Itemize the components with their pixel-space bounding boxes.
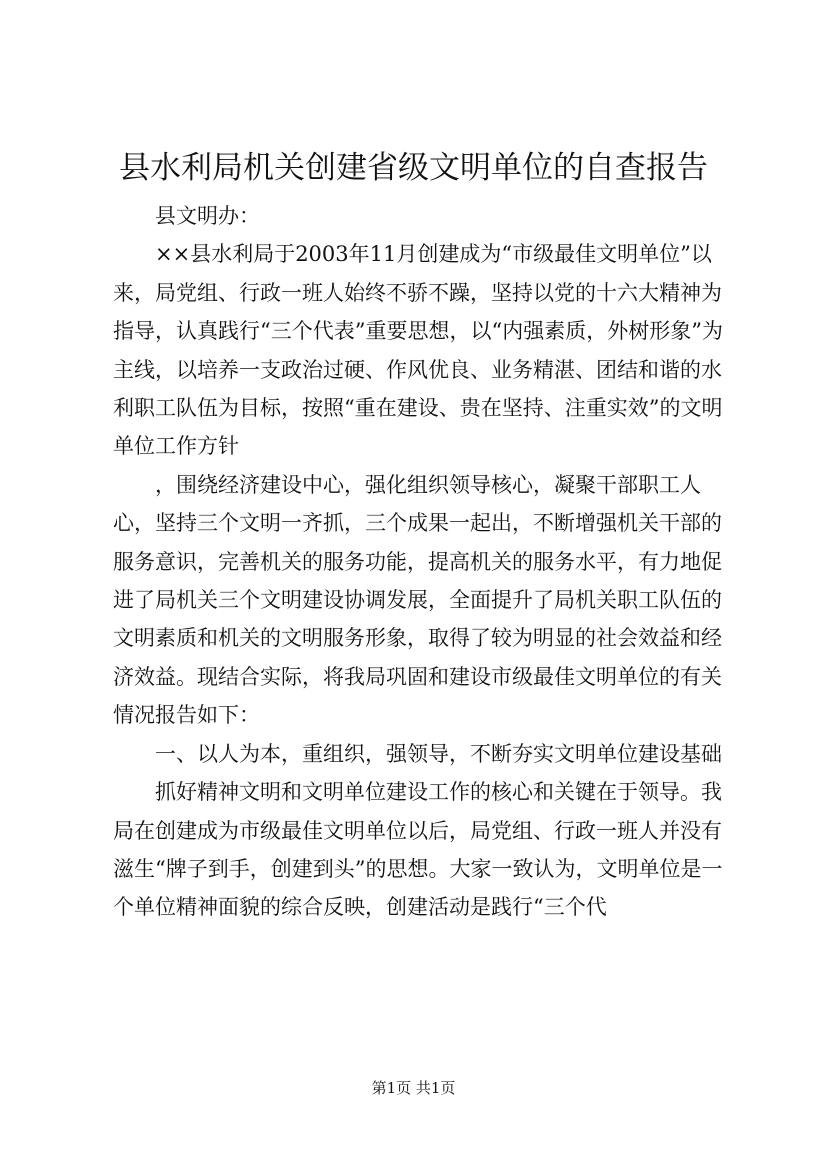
page-number: 第1页 共1页 <box>371 1079 456 1097</box>
document-body <box>113 197 738 927</box>
salutation: 县文明办： <box>155 204 260 228</box>
section-heading-1: 一、以人为本，重组织，强领导，不断夯实文明单位建设基础 <box>155 741 722 766</box>
paragraph-intro: ××县水利局于2003年11月创建成为“市级最佳文明单位”以来，局党组、行政一班人始终不骄不躁，坚持以党的十六大精神为指导，认真践行“三个代表”重要思想，以“内强素质，外树形象”为主线，以培养一支政治过硬、作风优良、业务精湛、团结和谐的水利职工队伍为目标，按照“重在建设、贵在坚持、注重实效”的文明单位工作方针 <box>113 242 723 459</box>
paragraph-section-1: 抓好精神文明和文明单位建设工作的核心和关键在于领导。我局在创建成为市级最佳文明单位以后，局党组、行政一班人并没有滋生“牌子到手，创建到头”的思想。大家一致认为，文明单位是一个单位精神面貌的综合反映，创建活动是践行“三个代 <box>113 780 723 920</box>
document-title: 县水利局机关创建省级文明单位的自查报告 <box>119 150 708 186</box>
paragraph-continuation: ，围绕经济建设中心，强化组织领导核心，凝聚干部职工人心，坚持三个文明一齐抓，三个成果一起出，不断增强机关干部的服务意识，完善机关的服务功能，提高机关的服务水平，有力地促进了局机关三个文明建设协调发展，全面提升了局机关职工队伍的文明素质和机关的文明服务形象，取得了较为明显的社会效益和经济效益。现结合实际，将我局巩固和建设市级最佳文明单位的有关情况报告如下： <box>113 472 722 728</box>
